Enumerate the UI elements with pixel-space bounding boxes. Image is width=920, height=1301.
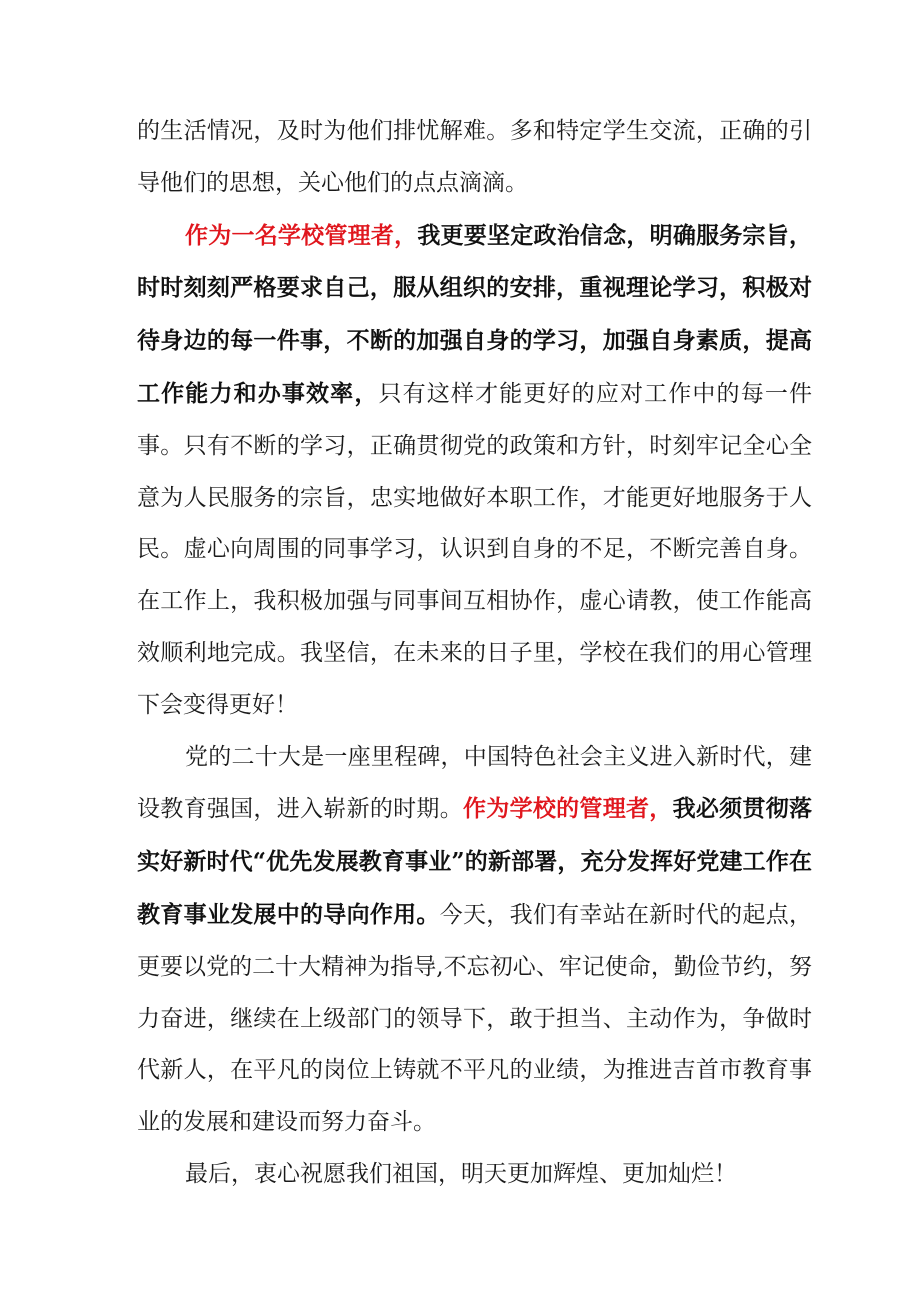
paragraph-2-red-heading: 作为一名学校管理者， xyxy=(185,221,418,249)
paragraph-4 xyxy=(137,1149,812,1201)
paragraph-1-text: 的生活情况，及时为他们排忧解难。多和特定学生交流，正确的引导他们的思想，关心他们的点点滴滴。 xyxy=(137,118,812,196)
paragraph-3-red-heading: 作为学校的管理者， xyxy=(463,795,673,823)
paragraph-3-bold-text: 我必须贯彻落实好新时代“优先发展教育事业”的新部署，充分发挥好党建工作在教育事业发展中的导向作用。 xyxy=(137,795,813,928)
paragraph-2 xyxy=(137,210,812,732)
paragraph-1 xyxy=(137,106,812,210)
paragraph-2-bold-text: 我更要坚定政治信念，明确服务宗旨，时时刻刻严格要求自己，服从组织的安排，重视理论学习，积极对待身边的每一件事，不断的加强自身的学习，加强自身素质，提高工作能力和办事效率， xyxy=(137,221,813,407)
paragraph-4-text: 最后，衷心祝愿我们祖国，明天更加辉煌、更加灿烂！ xyxy=(185,1160,737,1187)
paragraph-3-text: 今天，我们有幸站在新时代的起点，更要以党的二十大精神为指导,不忘初心、牢记使命，勤俭节约，努力奋进，继续在上级部门的领导下，敢于担当、主动作为，争做时代新人，在平凡的岗位上铸就不平凡的业绩，为推进吉首市教育事业的发展和建设而努力奋斗。 xyxy=(137,901,813,1136)
paragraph-3 xyxy=(137,732,812,1149)
document-body xyxy=(137,106,812,1201)
paragraph-3-text-intro: 党的二十大是一座里程碑，中国特色社会主义进入新时代，建设教育强国，进入崭新的时期。 xyxy=(137,743,812,823)
paragraph-2-text: 只有这样才能更好的应对工作中的每一件事。只有不断的学习，正确贯彻党的政策和方针，时刻牢记全心全意为人民服务的宗旨，忠实地做好本职工作，才能更好地服务于人民。虚心向周围的同事学习，认识到自身的不足，不断完善自身。在工作上，我积极加强与同事间互相协作，虚心请教，使工作能高效顺利地完成。我坚信，在未来的日子里，学校在我们的用心管理下会变得更好！ xyxy=(137,380,813,718)
